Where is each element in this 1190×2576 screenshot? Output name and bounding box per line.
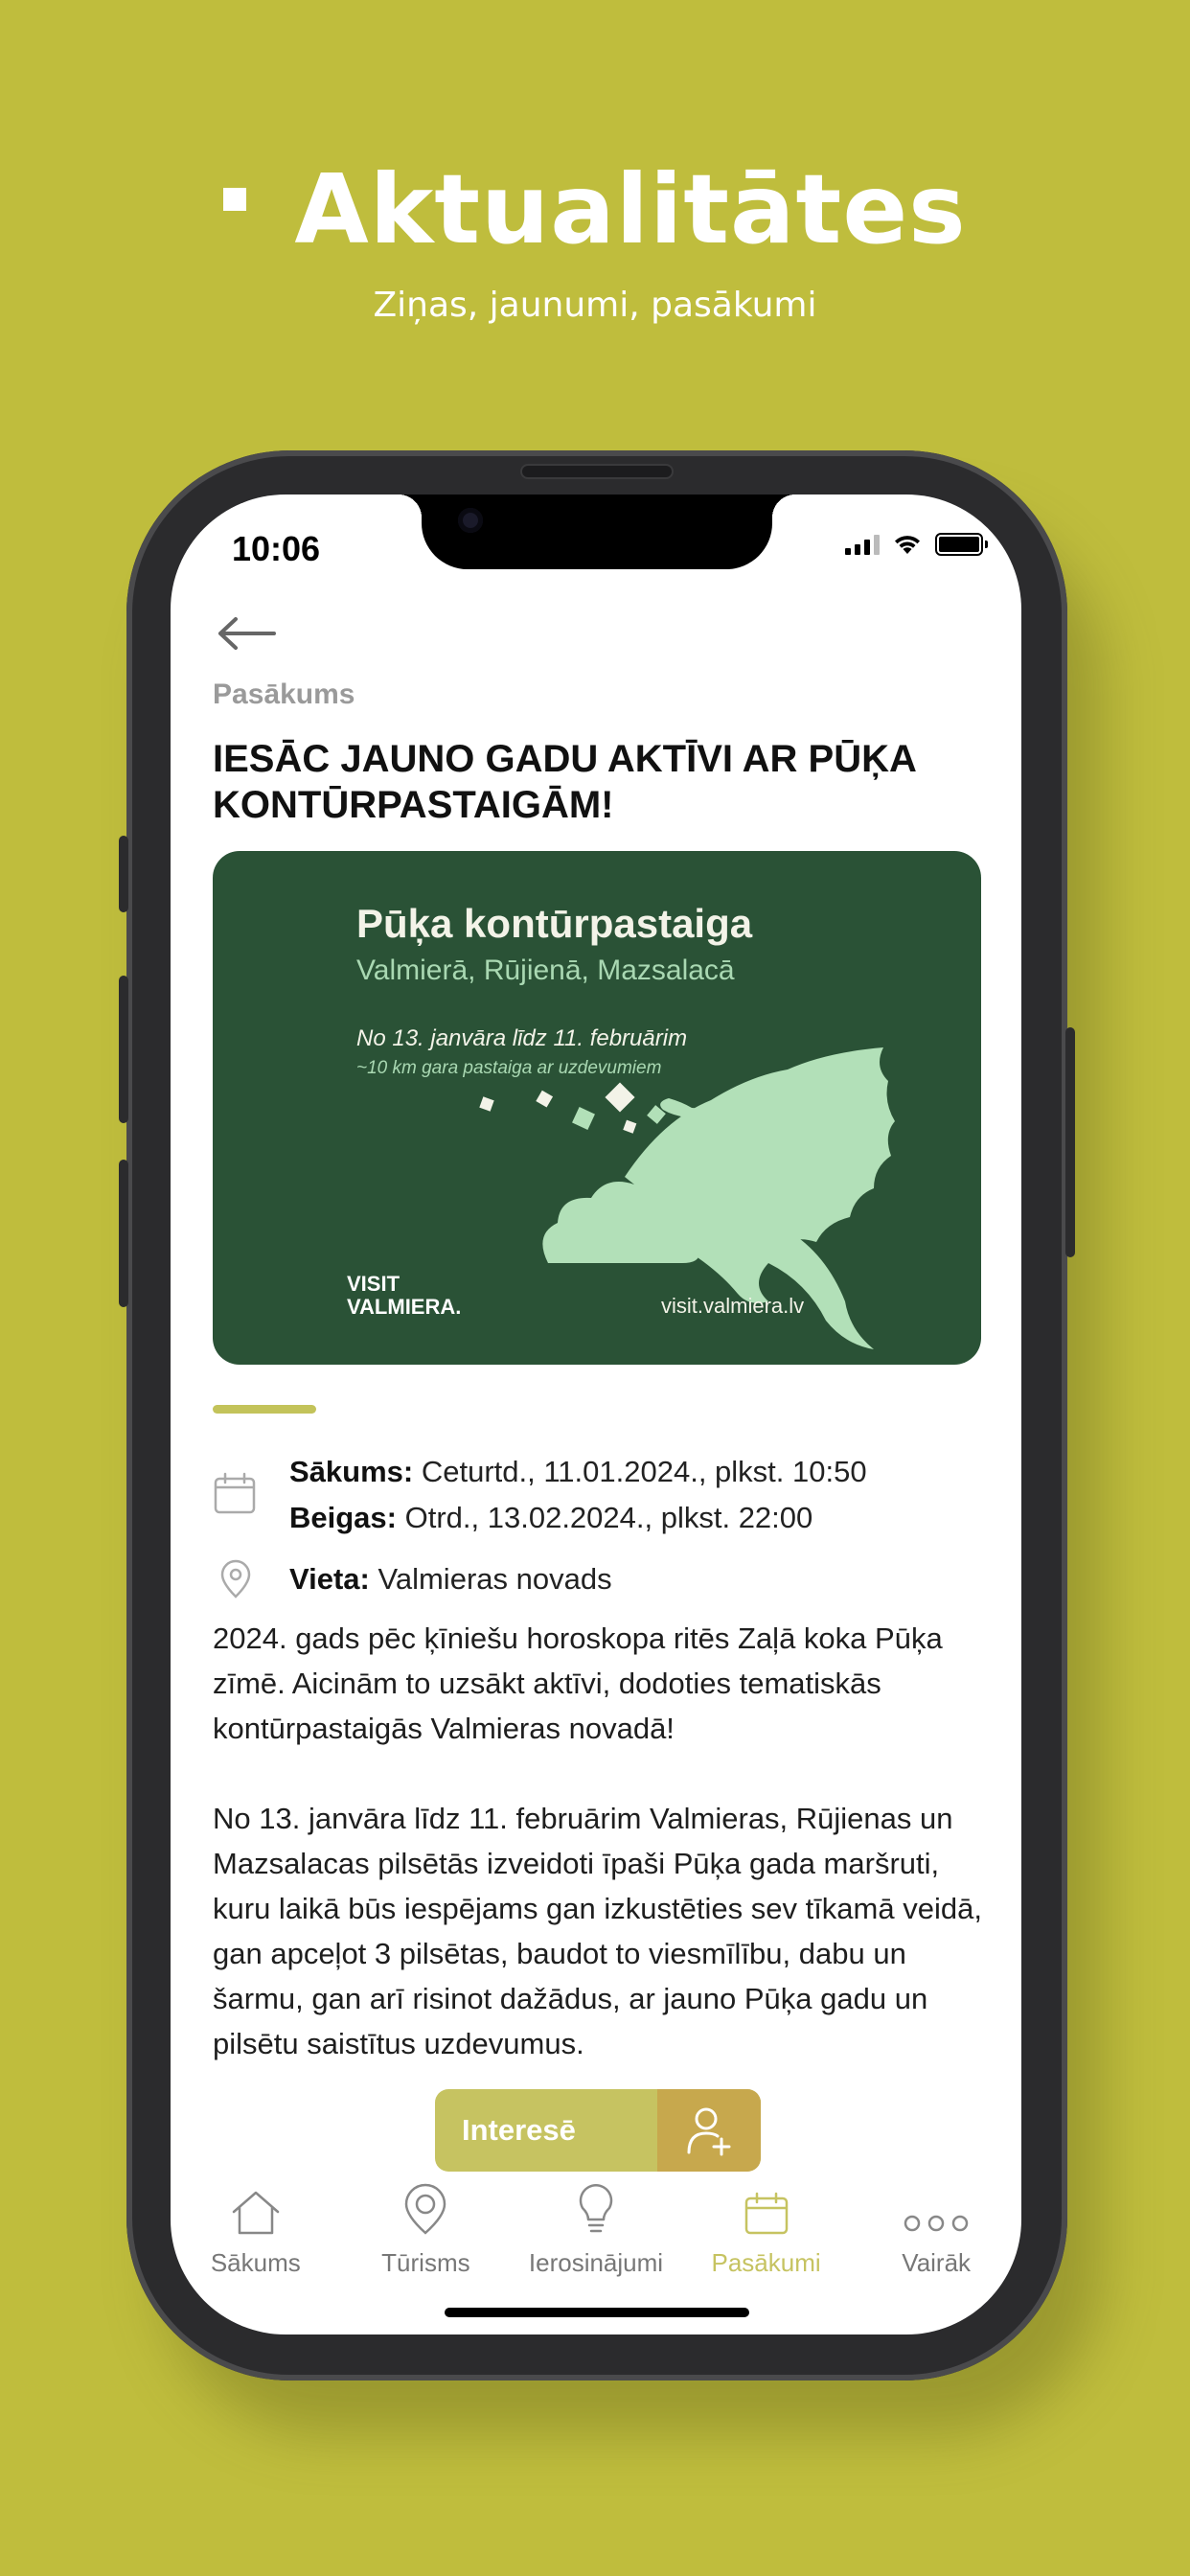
event-title: IESĀC JAUNO GADU AKTĪVI AR PŪĶA KONTŪRPASTAIGĀM! (213, 738, 916, 826)
poster-dates: No 13. janvāra līdz 11. februārim (356, 1025, 688, 1051)
end-label: Beigas: (289, 1501, 397, 1534)
place-value: Valmieras novads (378, 1562, 612, 1596)
description-paragraph-1: 2024. gads pēc ķīniešu horoskopa ritēs Zaļā koka Pūķa zīmē. Aicinām to uzsākt aktīvi, dodoties tematiskās kontūrpastaigās Valmieras novadā! (213, 1622, 943, 1745)
promo-title (0, 153, 1190, 265)
tab-label: Ierosinājumi (528, 2248, 664, 2277)
poster-cities: Valmierā, Rūjienā, Mazsalacā (356, 954, 735, 986)
poster-distance: ~10 km gara pastaiga ar uzdevumiem (356, 1058, 662, 1078)
visit-valmiera-logo (347, 1273, 461, 1319)
calendar-icon (744, 2191, 790, 2237)
volume-up-button (119, 976, 128, 1123)
status-icons (845, 533, 983, 556)
location-pin-icon (217, 1558, 255, 1600)
event-poster-image (213, 851, 981, 1365)
tab-label: Sākums (210, 2248, 301, 2277)
accent-divider (213, 1405, 316, 1414)
arrow-left-icon (211, 600, 287, 667)
tab-label: Tūrisms (381, 2248, 470, 2277)
front-camera (458, 508, 483, 533)
event-place (289, 1562, 612, 1597)
poster-title: Pūķa kontūrpastaiga (356, 901, 753, 946)
bullet-icon (223, 188, 246, 211)
tab-turisms[interactable] (341, 2174, 512, 2288)
app-screen (171, 494, 1021, 2334)
status-time: 10:06 (232, 529, 321, 568)
cellular-signal-icon (845, 534, 880, 555)
wifi-icon (893, 533, 922, 556)
phone-speaker (522, 466, 672, 477)
promo-subtitle: Ziņas, jaunumi, pasākumi (373, 286, 817, 325)
interest-icon-box (657, 2089, 761, 2172)
user-plus-icon (685, 2104, 733, 2156)
place-label: Vieta: (289, 1562, 370, 1596)
home-icon (230, 2189, 282, 2237)
poster-brand-line2: VALMIERA. (347, 1295, 462, 1319)
event-description (213, 1616, 989, 2111)
tab-label: Vairāk (902, 2248, 972, 2277)
tab-label: Pasākumi (711, 2248, 821, 2277)
end-value: Otrd., 13.02.2024., plkst. 22:00 (404, 1501, 813, 1534)
back-button[interactable] (211, 600, 287, 667)
bottom-tab-bar (171, 2174, 1021, 2288)
tab-sakums[interactable] (171, 2174, 341, 2288)
silent-switch (119, 836, 128, 912)
interest-button-label: Interesē (462, 2113, 576, 2147)
volume-down-button (119, 1160, 128, 1307)
description-paragraph-2: No 13. janvāra līdz 11. februārim Valmieras, Rūjienas un Mazsalacas pilsētās izveidoti īpaši Pūķa gada maršruti, kuru laikā būs iespējams gan izkustēties sev tīkamā veidā, gan apceļot 3 pilsētas, baudot to viesmīlību, dabu un šarmu, gan arī risinot dažādus, ar jauno Pūķa gadu un pilsētu saistītus uzdevumus. (213, 1802, 982, 2060)
start-value: Ceturtd., 11.01.2024., plkst. 10:50 (421, 1455, 867, 1488)
home-indicator[interactable] (445, 2308, 749, 2317)
calendar-icon (213, 1472, 257, 1516)
lightbulb-icon (575, 2181, 617, 2237)
event-start (289, 1455, 867, 1489)
battery-icon (935, 533, 983, 556)
tab-ierosinajumi[interactable] (511, 2174, 681, 2288)
interest-button[interactable] (435, 2089, 761, 2172)
more-dots-icon (903, 2198, 970, 2237)
poster-url: visit.valmiera.lv (661, 1294, 805, 1318)
power-button (1065, 1027, 1075, 1257)
tab-pasakumi[interactable] (681, 2174, 852, 2288)
event-category: Pasākums (213, 678, 355, 710)
event-end (289, 1501, 812, 1535)
map-pin-icon (402, 2183, 448, 2237)
start-label: Sākums: (289, 1455, 414, 1488)
tab-vairak[interactable] (851, 2174, 1021, 2288)
promo-title-text: Aktualitātes (294, 153, 967, 265)
poster-brand-line1: VISIT (347, 1272, 400, 1296)
